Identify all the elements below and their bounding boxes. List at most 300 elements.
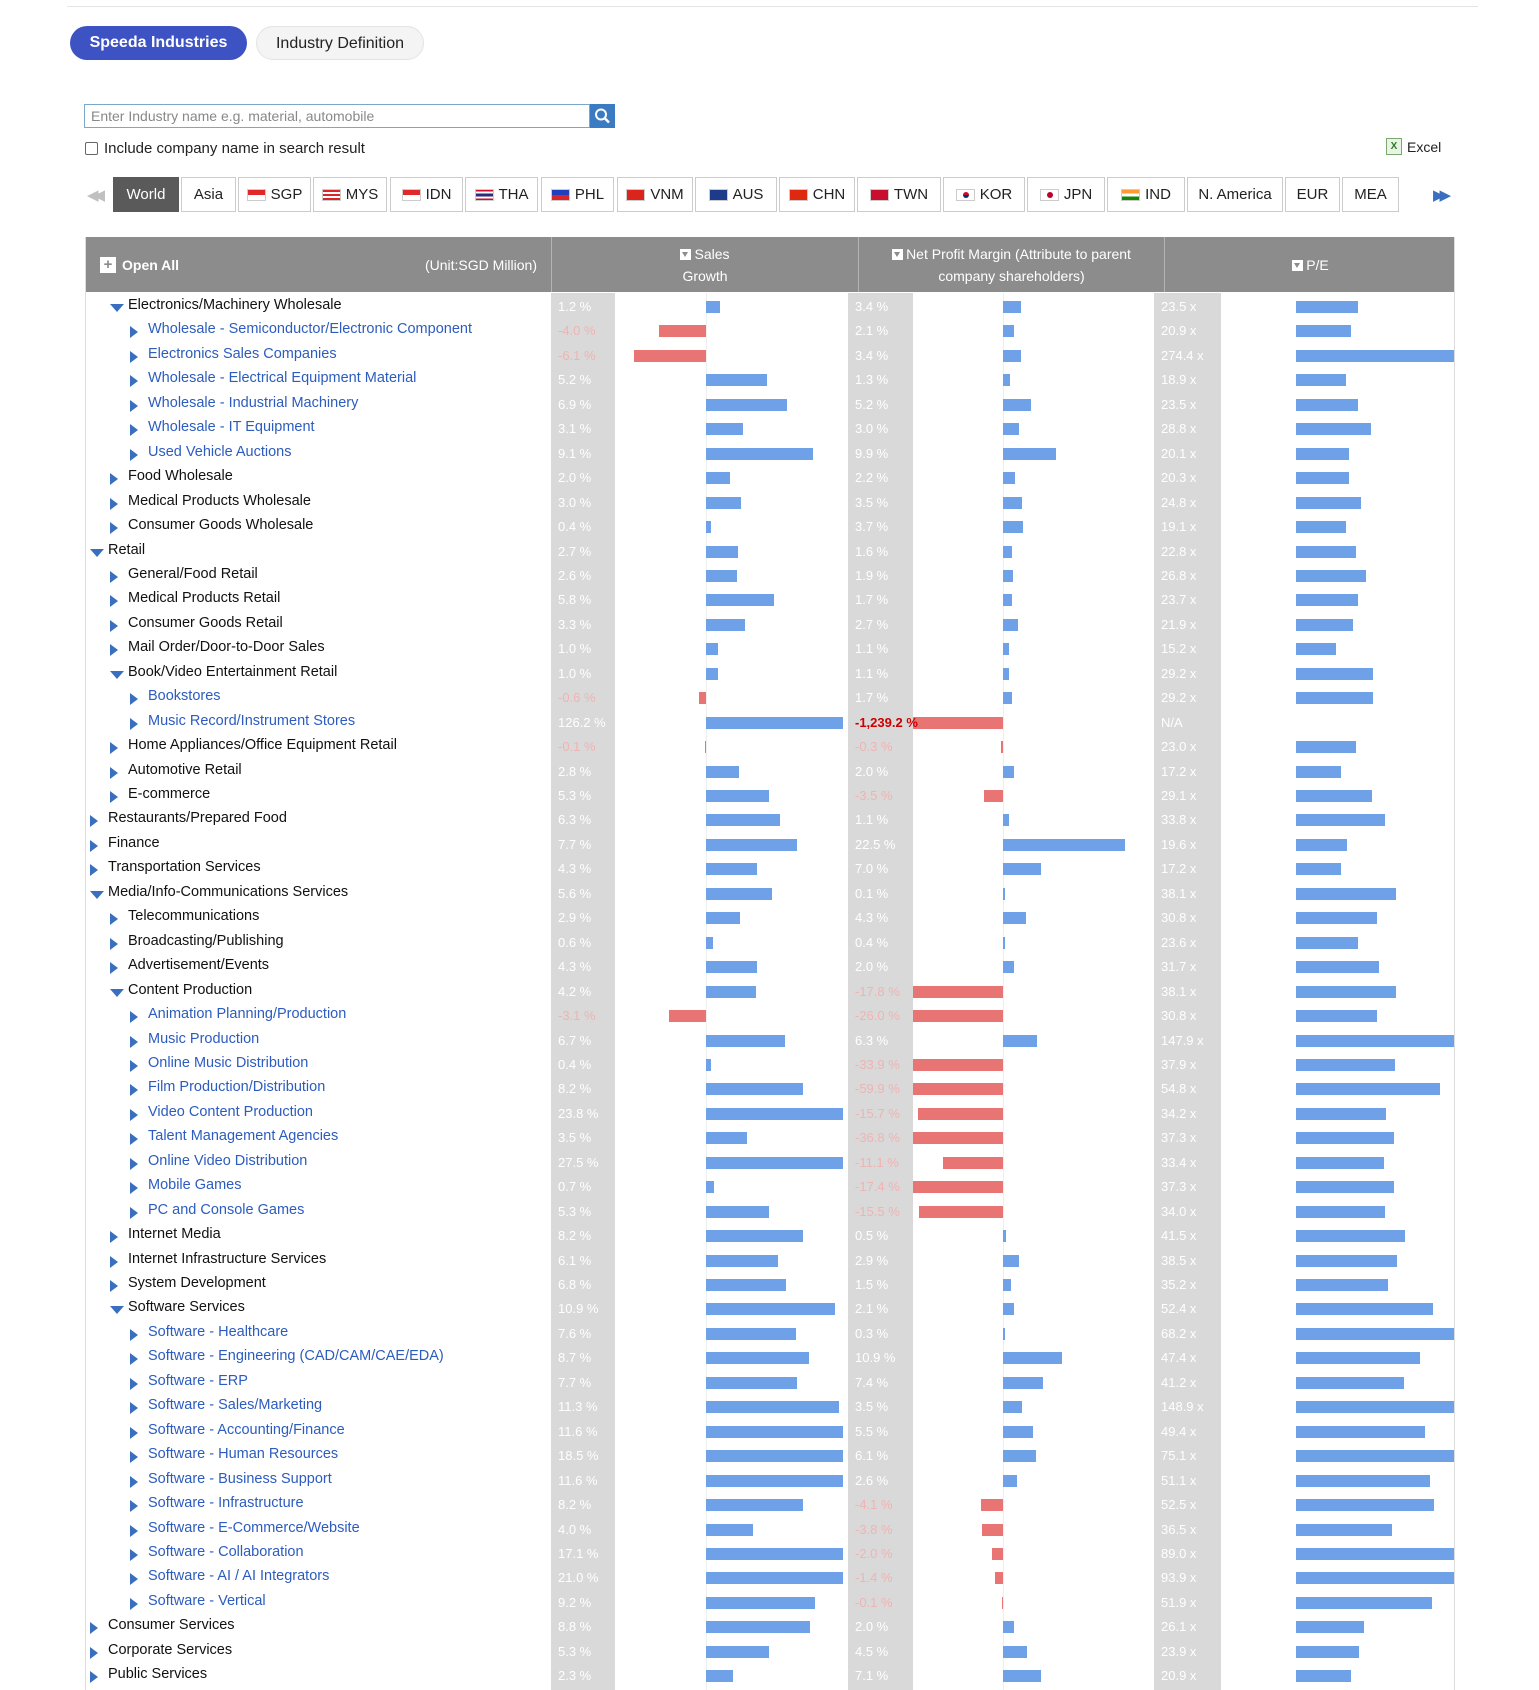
region-tab-eur[interactable] — [1285, 177, 1340, 212]
pe-bar — [1296, 643, 1336, 655]
expand-arrow-icon[interactable] — [130, 1549, 138, 1561]
sales-growth-value: 3.1 % — [558, 421, 592, 437]
sales-growth-value: 8.2 % — [558, 1228, 592, 1244]
region-tab-mea[interactable] — [1342, 177, 1399, 212]
table-row[interactable] — [86, 760, 1455, 784]
speeda-industries-tab[interactable]: Speeda Industries — [70, 26, 247, 60]
net-profit-margin-value: 3.4 % — [855, 299, 889, 314]
expand-arrow-icon[interactable] — [110, 913, 118, 925]
table-row[interactable] — [86, 955, 1455, 979]
pe-value: 36.5 x — [1161, 1521, 1197, 1537]
net-profit-margin-value: -0.1 % — [855, 1594, 893, 1610]
sales-growth-bar — [706, 1597, 815, 1609]
industry-name[interactable]: Video Content Production — [148, 1103, 313, 1120]
table-row[interactable] — [86, 1053, 1455, 1077]
pe-bar — [1296, 1548, 1455, 1560]
table-row[interactable] — [86, 1151, 1455, 1175]
sales-growth-value: -6.1 % — [558, 347, 596, 363]
pe-bar — [1296, 423, 1371, 435]
industry-name[interactable]: Mobile Games — [148, 1177, 242, 1194]
region-tab-label: N. America — [1198, 186, 1272, 203]
tabs-next-icon[interactable]: ▶▶ — [1433, 187, 1447, 204]
expand-arrow-icon[interactable] — [130, 1011, 138, 1023]
industry-search-input[interactable]: Enter Industry name e.g. material, automobile — [84, 104, 590, 128]
collapse-arrow-icon[interactable] — [90, 891, 104, 899]
table-row[interactable] — [86, 1469, 1455, 1493]
net-profit-margin-value: 5.5 % — [855, 1423, 889, 1439]
expand-arrow-icon[interactable] — [130, 1207, 138, 1219]
sales-growth-value: 5.3 % — [558, 1203, 592, 1219]
sales-growth-bar — [699, 692, 706, 704]
expand-arrow-icon[interactable] — [110, 571, 118, 583]
sales-growth-bar — [706, 1621, 810, 1633]
industry-name[interactable]: Electronics Sales Companies — [148, 345, 337, 362]
pe-value: 17.2 x — [1161, 763, 1197, 779]
table-row[interactable] — [86, 931, 1455, 955]
expand-arrow-icon[interactable] — [130, 400, 138, 412]
collapse-arrow-icon[interactable] — [90, 549, 104, 557]
net-profit-margin-bar — [1003, 1401, 1022, 1413]
sales-growth-bar — [706, 1255, 778, 1267]
tabs-prev-icon[interactable]: ◀◀ — [87, 187, 101, 204]
net-profit-margin-value: 2.9 % — [855, 1252, 889, 1268]
expand-arrow-icon[interactable] — [130, 718, 138, 730]
sales-growth-value: 11.3 % — [558, 1399, 598, 1415]
sales-growth-bar — [706, 1548, 843, 1560]
net-profit-margin-value: 1.6 % — [855, 543, 889, 559]
sales-growth-bar — [706, 1352, 809, 1364]
sales-growth-value: 2.7 % — [558, 543, 592, 559]
net-profit-margin-bar — [1003, 1230, 1006, 1242]
pe-value: 68.2 x — [1161, 1325, 1197, 1341]
table-row[interactable] — [86, 1640, 1455, 1664]
net-profit-margin-bar — [1003, 423, 1019, 435]
expand-arrow-icon[interactable] — [130, 1525, 138, 1537]
expand-arrow-icon[interactable] — [130, 351, 138, 363]
table-row[interactable] — [86, 1029, 1455, 1053]
table-row[interactable] — [86, 1518, 1455, 1542]
region-tab-sgp[interactable] — [238, 177, 311, 212]
industry-name[interactable]: Online Video Distribution — [148, 1152, 308, 1169]
top-divider — [67, 6, 1478, 7]
table-row[interactable] — [86, 882, 1455, 906]
expand-arrow-icon[interactable] — [130, 424, 138, 436]
industry-name[interactable]: Software - Healthcare — [148, 1323, 289, 1340]
expand-arrow-icon[interactable] — [110, 1280, 118, 1292]
sales-growth-bar — [706, 1230, 803, 1242]
table-row[interactable] — [86, 1102, 1455, 1126]
include-company-option[interactable] — [85, 140, 365, 157]
industry-name: Consumer Goods Retail — [128, 614, 283, 631]
sales-growth-bar — [706, 668, 718, 680]
table-row[interactable] — [86, 515, 1455, 539]
expand-arrow-icon[interactable] — [130, 1573, 138, 1585]
industry-name[interactable]: Wholesale - Electrical Equipment Material — [148, 370, 417, 387]
expand-arrow-icon[interactable] — [130, 375, 138, 387]
expand-arrow-icon[interactable] — [130, 1158, 138, 1170]
industry-name[interactable]: Software - E-Commerce/Website — [148, 1519, 360, 1536]
pe-bar — [1296, 863, 1341, 875]
tha-flag-icon — [475, 189, 494, 201]
table-row[interactable] — [86, 564, 1455, 588]
net-profit-margin-value: 6.3 % — [855, 1032, 889, 1048]
table-row[interactable] — [86, 1200, 1455, 1224]
table-row[interactable] — [86, 1615, 1455, 1639]
pe-bar — [1296, 497, 1361, 509]
expand-arrow-icon[interactable] — [110, 595, 118, 607]
expand-arrow-icon[interactable] — [130, 1036, 138, 1048]
sales-growth-value: 5.2 % — [558, 372, 592, 388]
expand-arrow-icon[interactable] — [110, 522, 118, 534]
net-profit-margin-value: 1.3 % — [855, 372, 889, 388]
sales-growth-value: 10.9 % — [558, 1301, 599, 1317]
region-tab-idn[interactable] — [390, 177, 463, 212]
table-row[interactable] — [86, 344, 1455, 368]
net-profit-margin-bar — [913, 717, 1003, 729]
pe-bar — [1296, 1035, 1455, 1047]
ind-flag-icon — [1121, 189, 1140, 201]
table-row[interactable] — [86, 833, 1455, 857]
net-profit-margin-bar — [1003, 399, 1031, 411]
table-row[interactable] — [86, 319, 1455, 343]
sales-growth-header[interactable] — [551, 237, 858, 292]
expand-arrow-icon[interactable] — [110, 938, 118, 950]
unit-label: (Unit:SGD Million) — [424, 256, 537, 273]
net-profit-margin-bar — [913, 1083, 1003, 1095]
region-tab-ind[interactable] — [1107, 177, 1185, 212]
expand-arrow-icon[interactable] — [110, 498, 118, 510]
pe-value: 37.3 x — [1161, 1179, 1197, 1195]
table-row[interactable] — [86, 466, 1455, 490]
pe-bar — [1296, 766, 1341, 778]
table-row[interactable] — [86, 735, 1455, 759]
table-row[interactable] — [86, 1591, 1455, 1615]
pe-bar — [1296, 448, 1349, 460]
table-row[interactable] — [86, 1273, 1455, 1297]
pe-bar — [1296, 1059, 1395, 1071]
sales-growth-bar — [706, 863, 757, 875]
pe-header[interactable] — [1164, 237, 1455, 292]
sales-growth-bar — [706, 423, 743, 435]
sales-growth-value: -3.1 % — [558, 1008, 596, 1024]
expand-arrow-icon[interactable] — [90, 840, 98, 852]
region-tab-tha[interactable] — [465, 177, 538, 212]
region-tab-vnm[interactable] — [617, 177, 693, 212]
expand-arrow-icon[interactable] — [130, 1060, 138, 1072]
pe-bar — [1296, 692, 1373, 704]
collapse-arrow-icon[interactable] — [110, 304, 124, 312]
table-row[interactable] — [86, 1542, 1455, 1566]
industry-name[interactable]: Software - Infrastructure — [148, 1495, 304, 1512]
table-row[interactable] — [86, 540, 1455, 564]
table-row[interactable] — [86, 588, 1455, 612]
industry-name[interactable]: Animation Planning/Production — [148, 1006, 347, 1023]
expand-arrow-icon[interactable] — [130, 1476, 138, 1488]
pe-bar — [1296, 986, 1396, 998]
region-tab-aus[interactable] — [695, 177, 777, 212]
pe-value: 17.2 x — [1161, 861, 1197, 877]
table-row[interactable] — [86, 906, 1455, 930]
expand-arrow-icon[interactable] — [130, 1329, 138, 1341]
sales-growth-value: 4.3 % — [558, 861, 592, 877]
net-profit-margin-value: 7.1 % — [855, 1668, 889, 1684]
region-tab-label: KOR — [979, 186, 1013, 203]
plus-icon: + — [100, 257, 116, 273]
sgp-flag-icon — [247, 189, 266, 201]
industry-name[interactable]: Software - Business Support — [148, 1470, 332, 1487]
net-profit-margin-bar — [943, 1157, 1003, 1169]
expand-arrow-icon[interactable] — [130, 1084, 138, 1096]
net-profit-margin-bar — [1002, 1597, 1003, 1609]
region-tab-mys[interactable] — [313, 177, 387, 212]
region-tab-n-america[interactable] — [1187, 177, 1283, 212]
sales-growth-bar — [706, 643, 718, 655]
table-row[interactable] — [86, 417, 1455, 441]
industry-name[interactable]: Wholesale - Industrial Machinery — [148, 394, 359, 411]
expand-arrow-icon[interactable] — [130, 1109, 138, 1121]
industry-name: Automotive Retail — [128, 761, 242, 778]
net-profit-margin-bar — [1003, 1426, 1033, 1438]
net-profit-margin-value: 0.3 % — [855, 1325, 889, 1341]
table-row[interactable] — [86, 368, 1455, 392]
expand-arrow-icon[interactable] — [130, 1500, 138, 1512]
table-row[interactable] — [86, 711, 1455, 735]
industry-name[interactable]: Online Music Distribution — [148, 1054, 309, 1071]
region-tab-label: MYS — [345, 186, 379, 203]
npm-header[interactable] — [858, 237, 1164, 292]
industry-name[interactable]: Software - Engineering (CAD/CAM/CAE/EDA) — [148, 1348, 444, 1365]
industry-name[interactable]: Music Production — [148, 1030, 260, 1047]
net-profit-margin-value: 1.1 % — [855, 665, 889, 681]
sales-growth-value: 2.6 % — [558, 567, 592, 583]
sales-growth-bar — [706, 1646, 769, 1658]
table-row[interactable] — [86, 1420, 1455, 1444]
table-row[interactable] — [86, 686, 1455, 710]
industry-name[interactable]: Bookstores — [148, 688, 221, 705]
table-row[interactable] — [86, 295, 1455, 319]
table-row[interactable] — [86, 613, 1455, 637]
expand-arrow-icon[interactable] — [110, 742, 118, 754]
sales-growth-bar — [706, 1279, 786, 1291]
industry-name: Transportation Services — [108, 859, 261, 876]
open-all-button[interactable] — [100, 254, 179, 276]
industry-name: Public Services — [108, 1666, 208, 1683]
industry-name[interactable]: Software - ERP — [148, 1372, 248, 1389]
expand-arrow-icon[interactable] — [130, 1451, 138, 1463]
sales-growth-value: 7.7 % — [558, 1374, 592, 1390]
pe-bar — [1296, 1475, 1430, 1487]
net-profit-margin-value: 0.1 % — [855, 885, 889, 901]
excel-export-button[interactable] — [1386, 138, 1441, 155]
region-tab-jpn[interactable] — [1027, 177, 1105, 212]
net-profit-margin-bar — [1003, 521, 1023, 533]
collapse-arrow-icon[interactable] — [110, 989, 124, 997]
table-row[interactable] — [86, 1249, 1455, 1273]
table-row[interactable] — [86, 1444, 1455, 1468]
table-row[interactable] — [86, 1297, 1455, 1321]
net-profit-margin-value: 5.2 % — [855, 396, 889, 412]
pe-bar — [1296, 1377, 1404, 1389]
table-row[interactable] — [86, 1493, 1455, 1517]
sales-growth-bar — [706, 472, 730, 484]
expand-arrow-icon[interactable] — [130, 1402, 138, 1414]
pe-value: 26.1 x — [1161, 1619, 1197, 1635]
industry-name[interactable]: Software - Human Resources — [148, 1446, 339, 1463]
region-tab-phl[interactable] — [541, 177, 614, 212]
region-tab-kor[interactable] — [943, 177, 1025, 212]
pe-bar — [1296, 1083, 1440, 1095]
expand-arrow-icon[interactable] — [110, 767, 118, 779]
industry-name: Food Wholesale — [128, 468, 233, 485]
sales-growth-value: 8.2 % — [558, 1497, 592, 1513]
table-row[interactable] — [86, 1224, 1455, 1248]
expand-arrow-icon[interactable] — [130, 693, 138, 705]
table-row[interactable] — [86, 980, 1455, 1004]
expand-arrow-icon[interactable] — [130, 1133, 138, 1145]
pe-bar — [1296, 1426, 1425, 1438]
region-tab-label: VNM — [650, 186, 684, 203]
sales-growth-bar — [706, 497, 741, 509]
industry-name[interactable]: Music Record/Instrument Stores — [148, 712, 356, 729]
expand-arrow-icon[interactable] — [110, 644, 118, 656]
expand-arrow-icon[interactable] — [110, 620, 118, 632]
table-row[interactable] — [86, 784, 1455, 808]
industry-name[interactable]: Software - Sales/Marketing — [148, 1397, 323, 1414]
expand-arrow-icon[interactable] — [130, 1182, 138, 1194]
sales-growth-value: 0.7 % — [558, 1179, 592, 1195]
expand-arrow-icon[interactable] — [130, 1427, 138, 1439]
net-profit-margin-bar — [919, 1206, 1003, 1218]
industry-name[interactable]: Wholesale - IT Equipment — [148, 419, 315, 436]
industry-name[interactable]: Software - Collaboration — [148, 1543, 304, 1560]
industry-name[interactable]: Software - Accounting/Finance — [148, 1421, 345, 1438]
industry-name: Telecommunications — [128, 908, 260, 925]
pe-bar — [1296, 1181, 1394, 1193]
expand-arrow-icon[interactable] — [130, 1598, 138, 1610]
industry-name[interactable]: Wholesale - Semiconductor/Electronic Component — [148, 321, 472, 338]
region-tab-label: World — [126, 186, 166, 203]
search-button[interactable] — [590, 104, 615, 128]
expand-arrow-icon[interactable] — [130, 449, 138, 461]
sales-growth-value: 5.3 % — [558, 1643, 592, 1659]
table-row[interactable] — [86, 1322, 1455, 1346]
table-row[interactable] — [86, 393, 1455, 417]
industry-name[interactable]: Software - Vertical — [148, 1592, 266, 1609]
pe-value: 47.4 x — [1161, 1350, 1197, 1366]
pe-value: 51.1 x — [1161, 1472, 1197, 1488]
pe-value: 31.7 x — [1161, 959, 1197, 975]
net-profit-margin-bar — [1003, 668, 1009, 680]
table-row[interactable] — [86, 1395, 1455, 1419]
net-profit-margin-value: -11.1 % — [855, 1154, 899, 1170]
region-tabs — [85, 177, 1455, 212]
industry-name[interactable]: Used Vehicle Auctions — [148, 443, 292, 460]
sales-growth-bar — [706, 937, 713, 949]
expand-arrow-icon[interactable] — [90, 864, 98, 876]
table-row[interactable] — [86, 442, 1455, 466]
region-tab-twn[interactable] — [857, 177, 941, 212]
region-tab-chn[interactable] — [779, 177, 855, 212]
pe-value: 34.0 x — [1161, 1203, 1197, 1219]
pe-bar — [1296, 1352, 1420, 1364]
table-row[interactable] — [86, 1077, 1455, 1101]
industry-table — [85, 237, 1455, 1690]
table-row[interactable] — [86, 1566, 1455, 1590]
pe-bar — [1296, 1132, 1394, 1144]
expand-arrow-icon[interactable] — [110, 791, 118, 803]
sales-growth-bar — [706, 766, 739, 778]
net-profit-margin-bar — [1003, 888, 1005, 900]
region-tab-world[interactable] — [113, 177, 179, 212]
table-row[interactable] — [86, 637, 1455, 661]
pe-value: 147.9 x — [1161, 1032, 1204, 1048]
phl-flag-icon — [551, 189, 570, 201]
sales-growth-value: 5.3 % — [558, 788, 592, 803]
table-row[interactable] — [86, 1175, 1455, 1199]
collapse-arrow-icon[interactable] — [110, 1306, 124, 1314]
industry-name[interactable]: Talent Management Agencies — [148, 1128, 339, 1145]
region-tab-label: IDN — [425, 186, 452, 203]
expand-arrow-icon[interactable] — [110, 962, 118, 974]
region-tab-asia[interactable] — [181, 177, 236, 212]
expand-arrow-icon[interactable] — [90, 815, 98, 827]
industry-name[interactable]: Film Production/Distribution — [148, 1079, 326, 1096]
pe-value: 30.8 x — [1161, 910, 1197, 926]
table-row[interactable] — [86, 1664, 1455, 1688]
net-profit-margin-value: -17.4 % — [855, 1179, 900, 1195]
expand-arrow-icon[interactable] — [90, 1647, 98, 1659]
industry-name[interactable]: PC and Console Games — [148, 1201, 305, 1218]
table-row[interactable] — [86, 1346, 1455, 1370]
pe-bar — [1296, 472, 1349, 484]
pe-header-label: P/E — [1306, 256, 1329, 273]
expand-arrow-icon[interactable] — [130, 1353, 138, 1365]
table-row[interactable] — [86, 1371, 1455, 1395]
net-profit-margin-bar — [1003, 1279, 1011, 1291]
industry-definition-tab[interactable]: Industry Definition — [256, 26, 424, 60]
net-profit-margin-value: 3.7 % — [855, 519, 889, 535]
table-row[interactable] — [86, 1126, 1455, 1150]
table-row[interactable] — [86, 491, 1455, 515]
expand-arrow-icon[interactable] — [130, 326, 138, 338]
net-profit-margin-value: -1,239.2 % — [855, 714, 918, 730]
expand-arrow-icon[interactable] — [130, 1378, 138, 1390]
expand-arrow-icon[interactable] — [110, 473, 118, 485]
industry-name: Internet Infrastructure Services — [128, 1250, 327, 1267]
sales-growth-bar — [659, 325, 706, 337]
net-profit-margin-value: 4.3 % — [855, 910, 889, 926]
net-profit-margin-bar — [913, 1059, 1003, 1071]
sales-growth-bar — [706, 1035, 785, 1047]
table-row[interactable] — [86, 808, 1455, 832]
expand-arrow-icon[interactable] — [110, 1256, 118, 1268]
table-row[interactable] — [86, 857, 1455, 881]
expand-arrow-icon[interactable] — [110, 1231, 118, 1243]
pe-bar — [1296, 1230, 1405, 1242]
pe-bar — [1296, 790, 1372, 802]
net-profit-margin-bar — [1003, 1670, 1041, 1682]
industry-name[interactable]: Software - AI / AI Integrators — [148, 1568, 330, 1585]
table-row[interactable] — [86, 1004, 1455, 1028]
include-company-checkbox[interactable] — [85, 142, 98, 155]
excel-icon: X — [1386, 138, 1402, 155]
expand-arrow-icon[interactable] — [90, 1622, 98, 1634]
table-row[interactable] — [86, 662, 1455, 686]
industry-name: Media/Info-Communications Services — [108, 883, 349, 900]
collapse-arrow-icon[interactable] — [110, 671, 124, 679]
expand-arrow-icon[interactable] — [90, 1671, 98, 1683]
industry-name: Broadcasting/Publishing — [128, 932, 284, 949]
